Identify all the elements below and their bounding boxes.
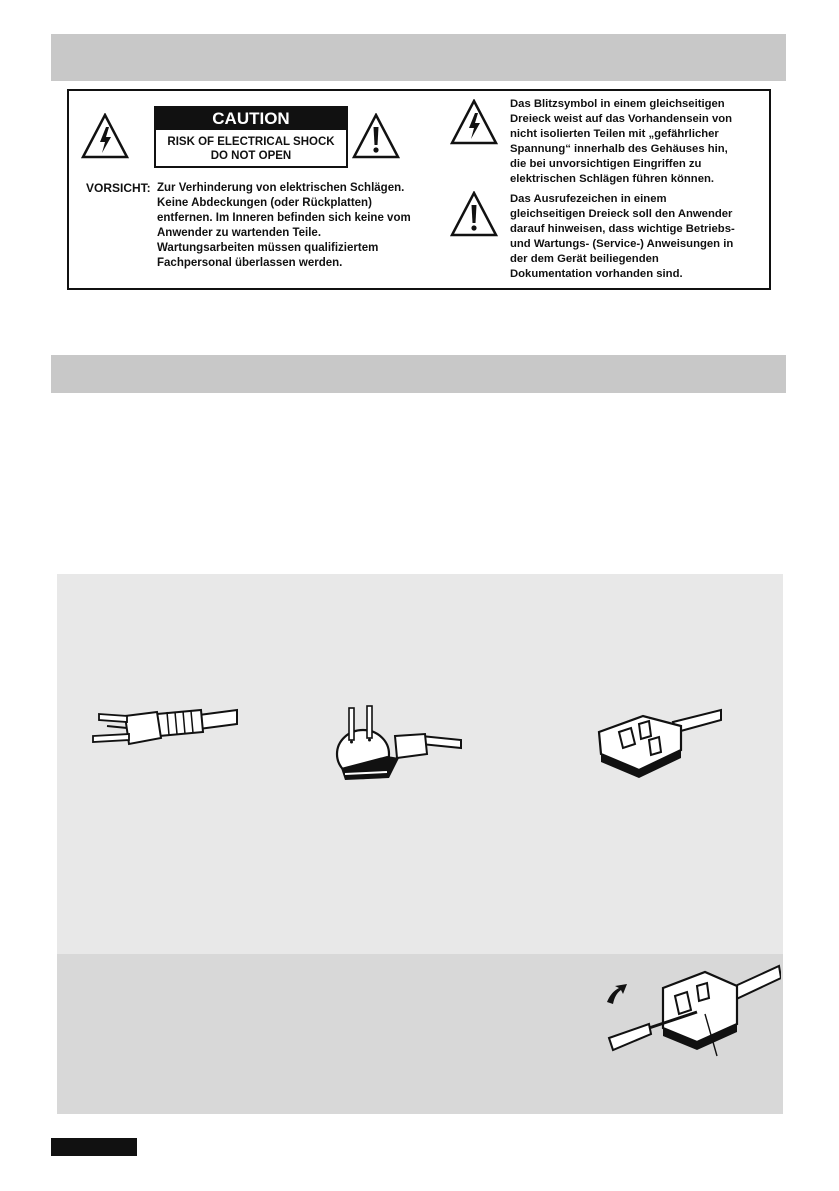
lightning-note-line: Das Blitzsymbol in einem gleichseitigen xyxy=(510,98,725,110)
vorsicht-text-line: Fachpersonal überlassen werden. xyxy=(157,257,343,269)
exclamation-note-line: Dokumentation vorhanden sind. xyxy=(510,268,683,280)
lightning-note-line: Spannung“ innerhalb des Gehäuses hin, xyxy=(510,143,728,155)
exclamation-note-line: der dem Gerät beiliegenden xyxy=(510,253,659,265)
exclamation-note-line: darauf hinweisen, dass wichtige Betriebs- xyxy=(510,223,735,235)
caution-line-1: RISK OF ELECTRICAL SHOCK xyxy=(167,136,335,148)
vorsicht-text-line: Zur Verhinderung von elektrischen Schlägen. xyxy=(157,182,405,194)
lightning-note-line: die bei unvorsichtigen Eingriffen zu xyxy=(510,158,702,170)
vorsicht-text-line: Anwender zu wartenden Teile. xyxy=(157,227,322,239)
uk-plug-icon xyxy=(593,702,723,782)
lightning-warning-icon xyxy=(81,113,129,159)
power-plug-panel xyxy=(57,574,783,954)
vorsicht-text-line: entfernen. Im Inneren befinden sich keine vom xyxy=(157,212,411,224)
exclamation-note-line: gleichseitigen Dreieck soll den Anwender xyxy=(510,208,733,220)
lightning-warning-icon xyxy=(450,99,498,145)
us-plug-icon xyxy=(89,702,239,752)
caution-line-2: DO NOT OPEN xyxy=(210,150,292,162)
fuse-panel xyxy=(57,954,783,1114)
exclamation-note-line: und Wartungs- (Service-) Anweisungen in xyxy=(510,238,734,250)
uk-plug-fuse-icon xyxy=(605,958,781,1076)
euro-plug-icon xyxy=(333,696,463,786)
caution-label xyxy=(154,106,348,168)
vorsicht-label: VORSICHT: xyxy=(86,181,151,195)
exclamation-warning-icon xyxy=(352,113,400,159)
caution-panel xyxy=(67,89,771,290)
vorsicht-text-line: Keine Abdeckungen (oder Rückplatten) xyxy=(157,197,372,209)
lightning-note-line: Dreieck weist auf das Vorhandensein von xyxy=(510,113,733,125)
exclamation-warning-icon xyxy=(450,191,498,237)
caution-title: CAUTION xyxy=(156,108,346,130)
section-header-bar-2 xyxy=(51,355,786,393)
vorsicht-text-line: Wartungsarbeiten müssen qualifiziertem xyxy=(157,242,379,254)
section-header-bar-1 xyxy=(51,34,786,81)
exclamation-note-line: Das Ausrufezeichen in einem xyxy=(510,193,667,205)
lightning-note-line: nicht isolierten Teilen mit „gefährlicher xyxy=(510,128,719,140)
footer-page-tab xyxy=(51,1138,137,1156)
lightning-note-line: elektrischen Schlägen führen können. xyxy=(510,173,715,185)
